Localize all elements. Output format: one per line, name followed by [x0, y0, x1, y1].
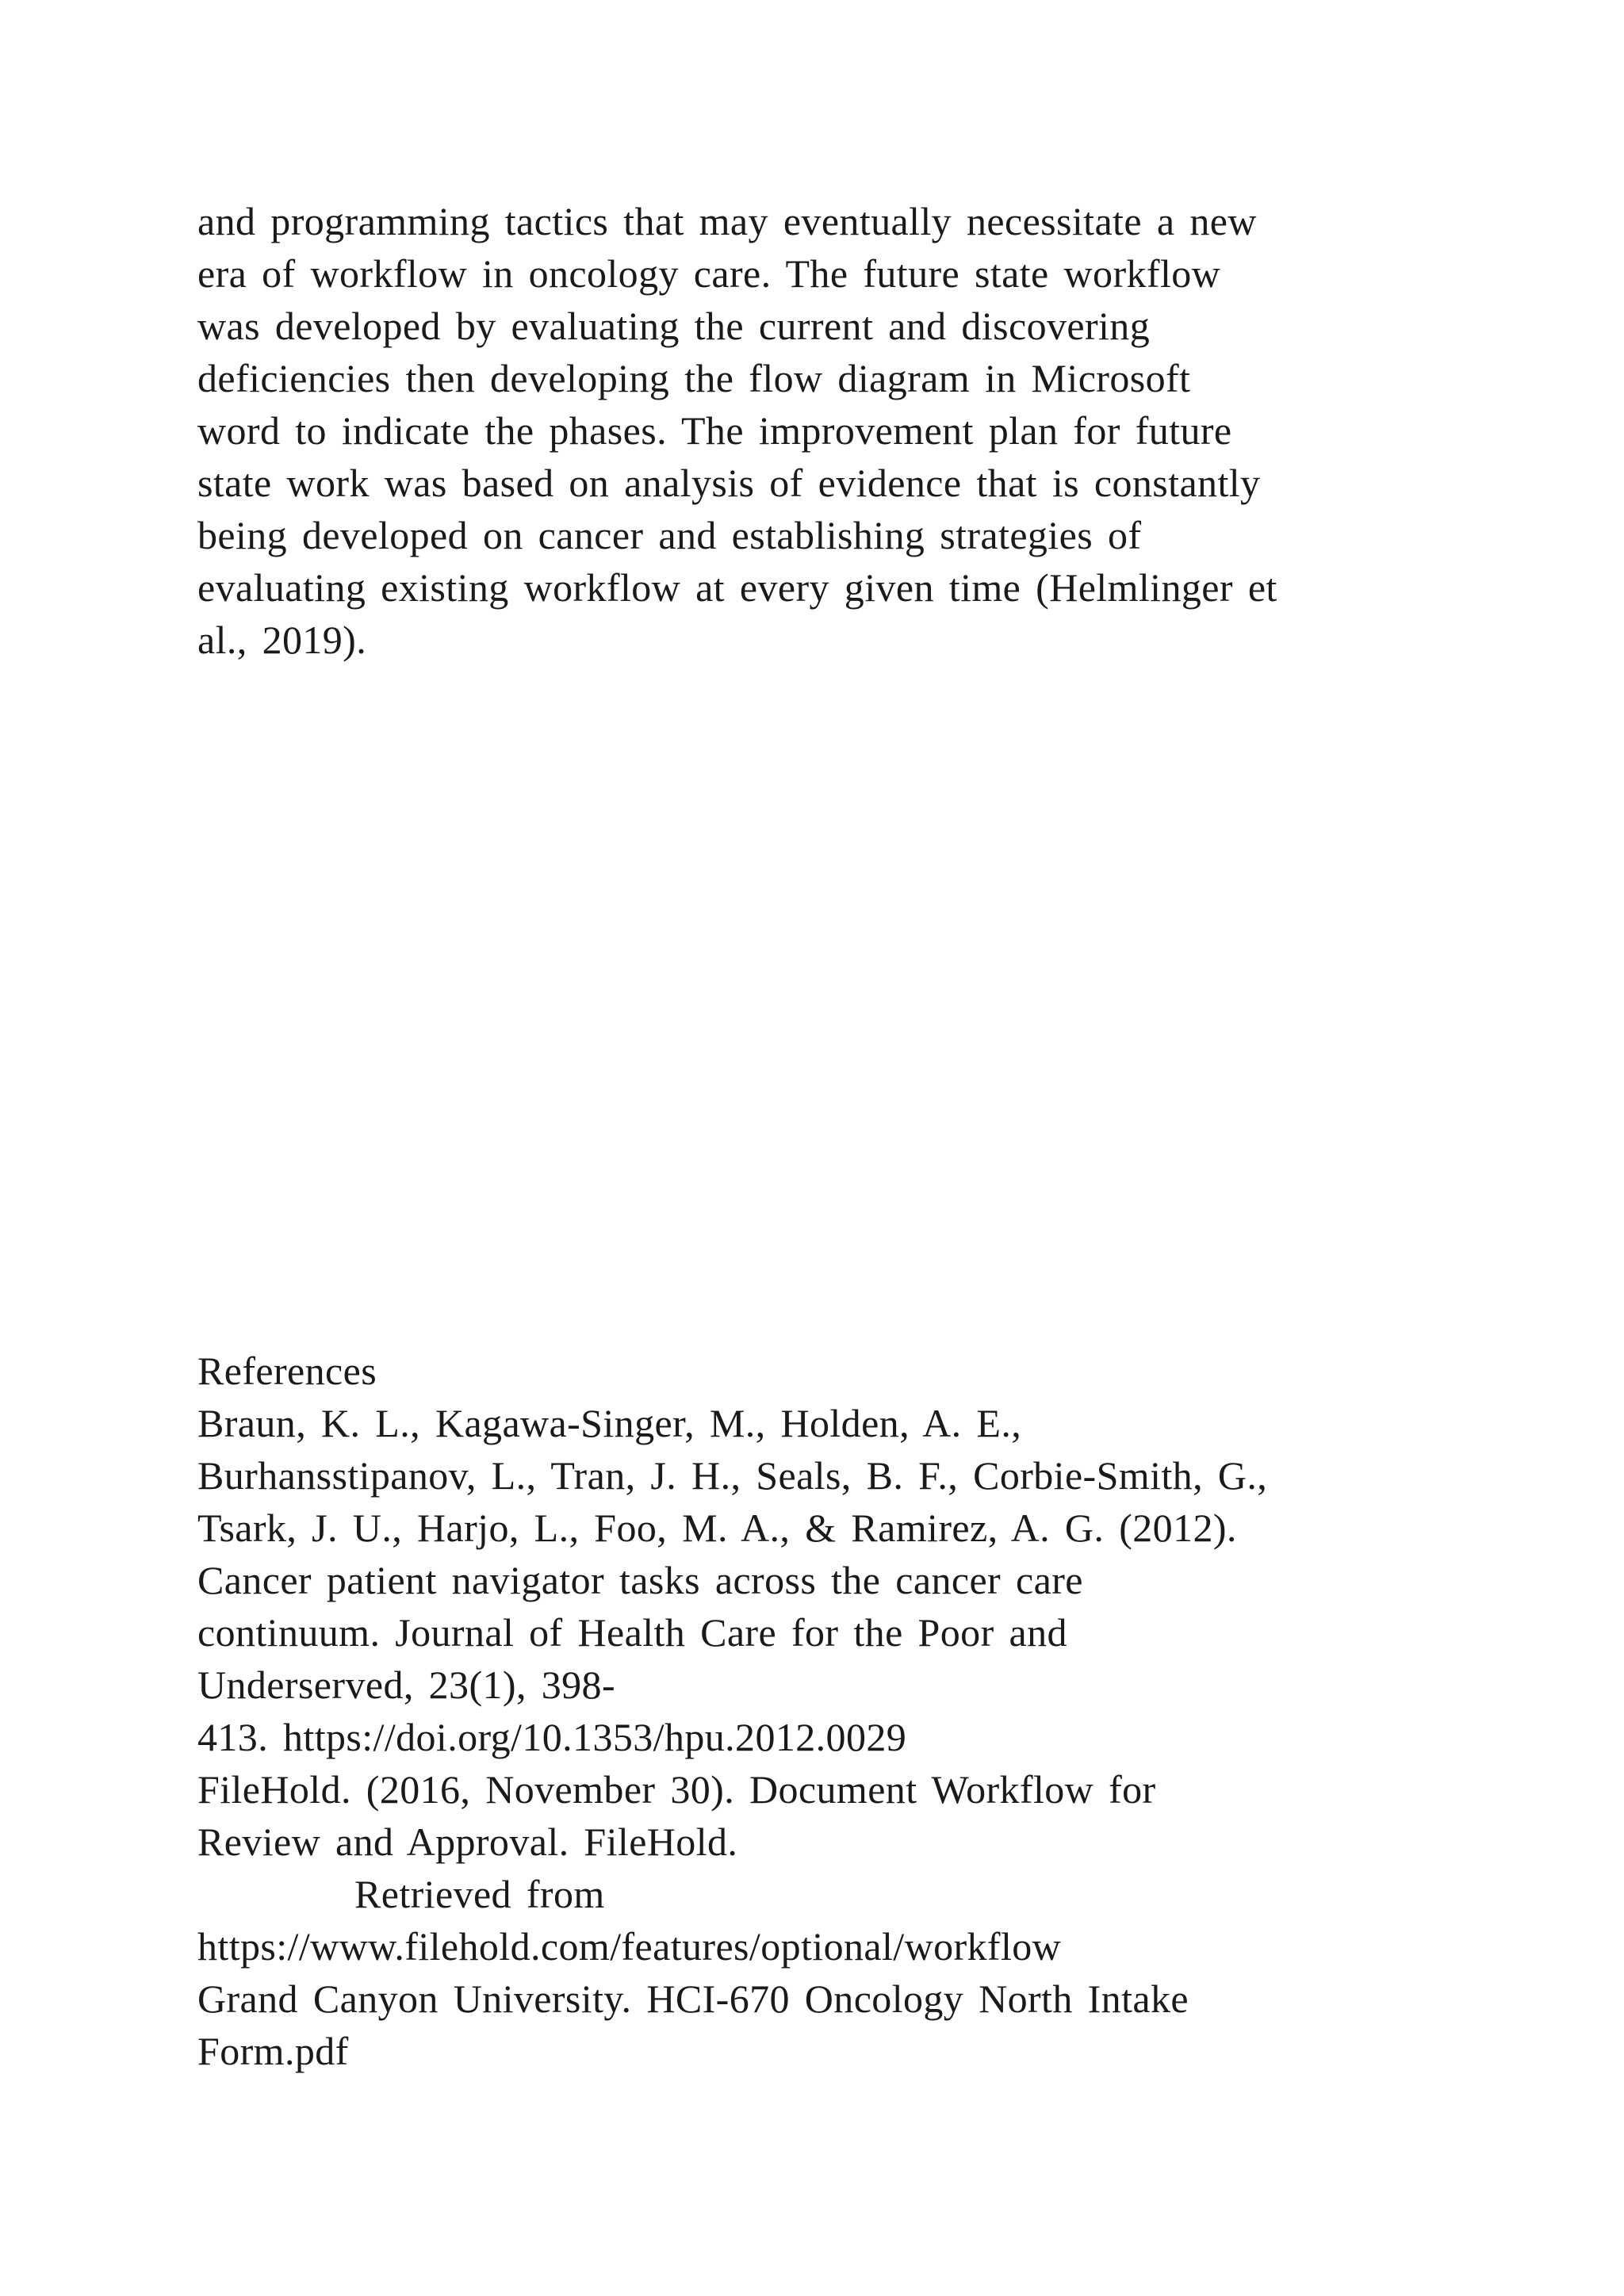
paragraph-line: evaluating existing workflow at every given time (Helmlinger et [197, 565, 1277, 610]
paragraph-line: word to indicate the phases. The improvement plan for future [197, 408, 1232, 453]
references-heading: References [197, 1349, 377, 1393]
paragraph-line: era of workflow in oncology care. The future state workflow [197, 251, 1221, 296]
reference-line: Tsark, J. U., Harjo, L., Foo, M. A., & Ramirez, A. G. (2012). [197, 1506, 1237, 1550]
paragraph-line: was developed by evaluating the current and discovering [197, 304, 1151, 348]
reference-line: Form.pdf [197, 2029, 349, 2073]
paragraph-line: deficiencies then developing the flow diagram in Microsoft [197, 356, 1191, 400]
reference-line: FileHold. (2016, November 30). Document Workflow for [197, 1767, 1156, 1812]
paragraph-line: al., 2019). [197, 618, 367, 662]
reference-line: Cancer patient navigator tasks across the cancer care [197, 1558, 1083, 1602]
reference-line: Review and Approval. FileHold. [197, 1820, 738, 1864]
reference-line: 413. https://doi.org/10.1353/hpu.2012.0029 [197, 1715, 907, 1759]
reference-line: Underserved, 23(1), 398- [197, 1663, 615, 1707]
reference-line: continuum. Journal of Health Care for the Poor and [197, 1610, 1067, 1655]
reference-line: Grand Canyon University. HCI-670 Oncology North Intake [197, 1976, 1189, 2021]
reference-line: Retrieved from [354, 1872, 605, 1916]
paragraph-line: state work was based on analysis of evidence that is constantly [197, 461, 1261, 505]
paragraph-line: and programming tactics that may eventually necessitate a new [197, 199, 1257, 243]
reference-line: Burhansstipanov, L., Tran, J. H., Seals, B. F., Corbie-Smith, G., [197, 1453, 1268, 1498]
paragraph-line: being developed on cancer and establishing strategies of [197, 513, 1142, 557]
reference-line: Braun, K. L., Kagawa-Singer, M., Holden, A. E., [197, 1401, 1022, 1445]
reference-url: https://www.filehold.com/features/optional/workflow [197, 1924, 1062, 1969]
